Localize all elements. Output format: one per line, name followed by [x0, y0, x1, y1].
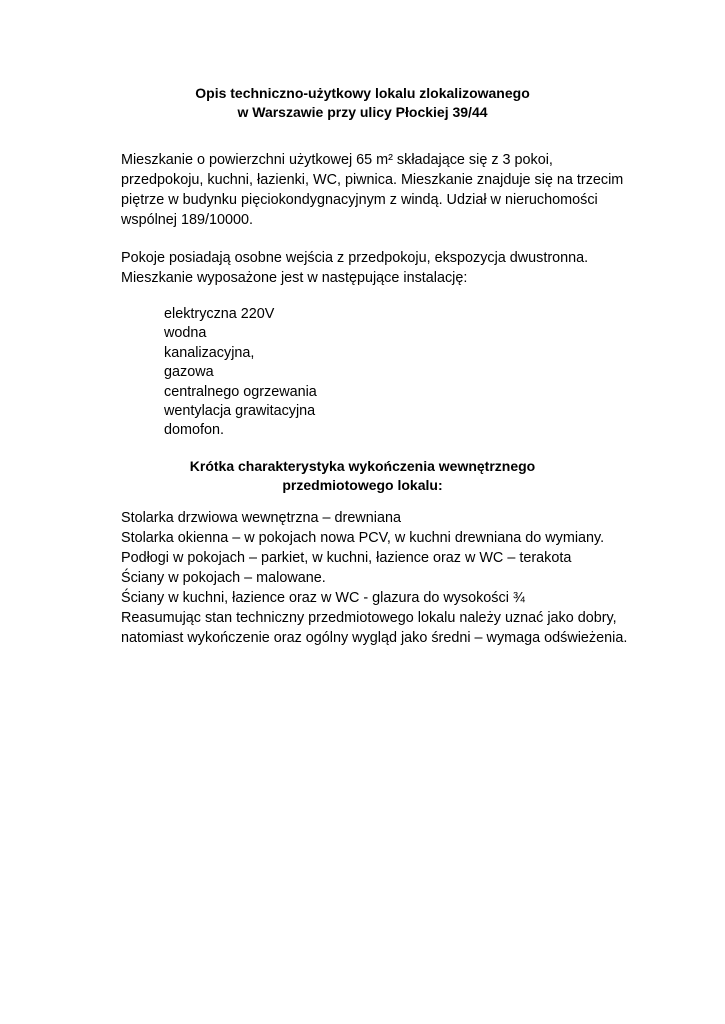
list-item: centralnego ogrzewania	[164, 383, 317, 400]
finish-details-paragraph	[121, 508, 651, 648]
rooms-paragraph	[121, 248, 651, 288]
list-item: elektryczna 220V	[164, 306, 275, 322]
installations-list	[164, 305, 317, 441]
list-item: domofon.	[164, 422, 225, 439]
description-paragraph	[121, 150, 651, 230]
section-title	[0, 457, 725, 495]
list-item: wodna	[164, 325, 207, 342]
paragraph-line: Podłogi w pokojach – parkiet, w kuchni, łazience oraz w WC – terakota	[121, 550, 572, 566]
document-title	[0, 84, 725, 122]
paragraph-line: Reasumując stan techniczny przedmiotowego lokalu należy uznać jako dobry,	[121, 610, 617, 626]
paragraph-line: Pokoje posiadają osobne wejścia z przedpokoju, ekspozycja dwustronna.	[121, 250, 589, 266]
section-title-line: Krótka charakterystyka wykończenia wewnętrznego	[189, 458, 536, 474]
section-title-line: przedmiotowego lokalu:	[282, 477, 443, 493]
paragraph-line: Ściany w kuchni, łazience oraz w WC - glazura do wysokości ¾	[121, 590, 525, 606]
paragraph-line: Stolarka okienna – w pokojach nowa PCV, w kuchni drewniana do wymiany.	[121, 530, 605, 546]
paragraph-line: wspólnej 189/10000.	[121, 212, 254, 228]
paragraph-line: Mieszkanie wyposażone jest w następujące instalację:	[121, 270, 468, 286]
paragraph-line: przedpokoju, kuchni, łazienki, WC, piwnica. Mieszkanie znajduje się na trzecim	[121, 172, 624, 188]
list-item: kanalizacyjna,	[164, 344, 255, 361]
document-title-line: Opis techniczno-użytkowy lokalu zlokalizowanego	[195, 85, 530, 101]
list-item: gazowa	[164, 364, 214, 381]
document-title-line: w Warszawie przy ulicy Płockiej 39/44	[237, 104, 488, 120]
paragraph-line: piętrze w budynku pięciokondygnacyjnym z windą. Udział w nieruchomości	[121, 192, 598, 208]
paragraph-line: Mieszkanie o powierzchni użytkowej 65 m² składające się z 3 pokoi,	[121, 152, 553, 168]
list-item: wentylacja grawitacyjna	[164, 403, 316, 420]
paragraph-line: Stolarka drzwiowa wewnętrzna – drewniana	[121, 510, 401, 526]
paragraph-line: Ściany w pokojach – malowane.	[121, 570, 326, 586]
paragraph-line: natomiast wykończenie oraz ogólny wygląd jako średni – wymaga odświeżenia.	[121, 630, 628, 646]
